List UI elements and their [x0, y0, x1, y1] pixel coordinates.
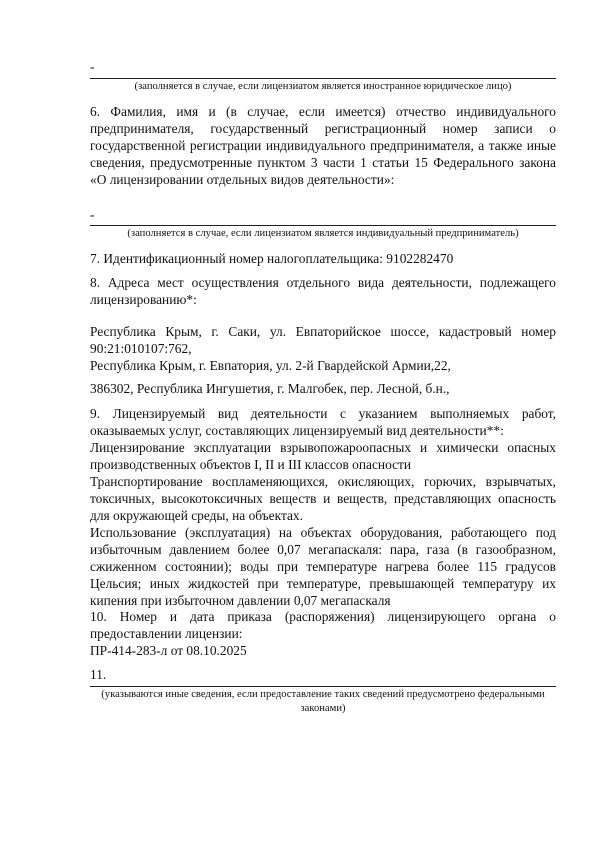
section-6-heading: 6. Фамилия, имя и (в случае, если имеется) отчество индивидуального предпринимателя, государственный регистрационный номер записи о государственной регистрации индивидуального предпринимателя, а также иные сведения, предусмотренные пунктом 3 части 1 статьи 15 Федерального закона «О лицензировании отдельных видов деятельности»:	[90, 104, 556, 187]
section-9-heading: 9. Лицензируемый вид деятельности с указанием выполняемых работ, оказываемых услуг, составляющих лицензируемый вид деятельности**:	[90, 406, 556, 438]
address-2: Республика Крым, г. Евпатория, ул. 2-й Гвардейской Армии,22,	[90, 358, 451, 373]
address-1: Республика Крым, г. Саки, ул. Евпаторийское шоссе, кадастровый номер 90:21:010107:762,	[90, 324, 556, 356]
section-10-heading: 10. Номер и дата приказа (распоряжения) лицензирующего органа о предоставлении лицензии:	[90, 609, 556, 641]
activity-item-1: Лицензирование эксплуатации взрывопожароопасных и химически опасных производственных объектов I, II и III классов опасности	[90, 440, 556, 472]
activity-item-3: Использование (эксплуатация) на объектах оборудования, работающего под избыточным давлением более 0,07 мегапаскаля: пара, газа (в газообразном, сжиженном состоянии); воды при температуре нагрева более 115 градусов Цельсия; иных жидкостей при температуре, превышающей температуру их кипения при избыточном давлении 0,07 мегапаскаля	[90, 525, 556, 608]
foreign-entity-rule	[90, 78, 556, 79]
foreign-entity-hint: (заполняется в случае, если лицензиатом является иностранное юридическое лицо)	[134, 81, 512, 92]
other-info-hint: (указываются иные сведения, если предоставление таких сведений предусмотрено федеральными законами)	[101, 689, 545, 714]
section-11-heading: 11.	[90, 667, 107, 682]
foreign-entity-value: -	[90, 59, 95, 74]
other-info-rule	[90, 686, 556, 687]
order-number-value: ПР-414-283-л от 08.10.2025	[90, 643, 247, 658]
section-7-inn: 7. Идентификационный номер налогоплательщика: 9102282470	[90, 251, 454, 266]
entrepreneur-value: -	[90, 207, 95, 222]
section-8-heading: 8. Адреса мест осуществления отдельного вида деятельности, подлежащего лицензированию*:	[90, 275, 556, 307]
address-3: 386302, Республика Ингушетия, г. Малгобек, пер. Лесной, б.н.,	[90, 381, 450, 396]
entrepreneur-hint: (заполняется в случае, если лицензиатом является индивидуальный предприниматель)	[127, 228, 519, 239]
entrepreneur-rule	[90, 225, 556, 226]
activity-item-2: Транспортирование воспламеняющихся, окисляющих, горючих, взрывчатых, токсичных, высокотоксичных веществ и веществ, представляющих опасность для окружающей среды, на объектах.	[90, 474, 556, 523]
